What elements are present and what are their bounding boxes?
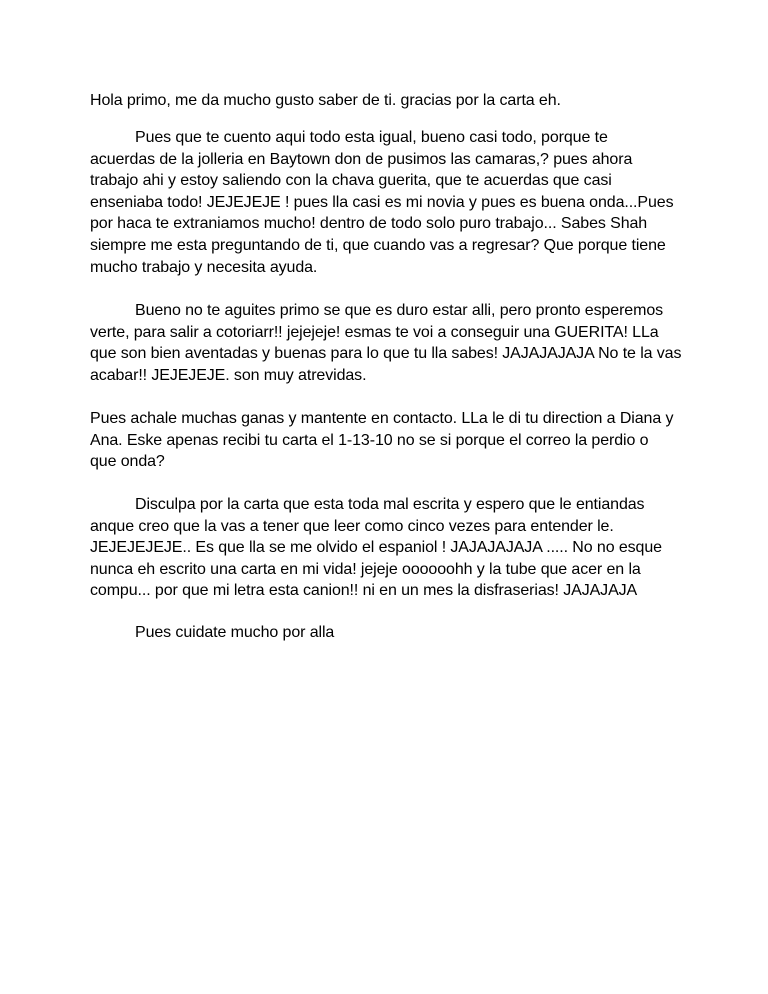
paragraph-line: siempre me esta preguntando de ti, que cuando vas a regresar? Que porque tiene — [90, 236, 666, 254]
paragraph-1 — [90, 127, 673, 278]
letter-greeting: Hola primo, me da mucho gusto saber de ti. gracias por la carta eh. — [90, 92, 561, 109]
letter-closing: Pues cuidate mucho por alla — [135, 624, 335, 641]
paragraph-line: Ana. Eske apenas recibi tu carta el 1-13-10 no se si porque el correo la perdio o — [90, 431, 649, 449]
paragraph-4 — [90, 494, 662, 602]
paragraph-line: Bueno no te aguites primo se que es duro estar alli, pero pronto esperemos — [135, 302, 664, 319]
paragraph-3 — [90, 408, 673, 473]
paragraph-line: nunca eh escrito una carta en mi vida! jejeje oooooohh y la tube que acer en la — [90, 560, 641, 578]
paragraph-line: compu... por que mi letra esta canion!! ni en un mes la disfraserias! JAJAJAJA — [90, 582, 638, 600]
paragraph-line: anque creo que la vas a tener que leer como cinco vezes para entender le. — [90, 517, 614, 535]
paragraph-line: enseniaba todo! JEJEJEJE ! pues lla casi es mi novia y pues es buena onda...Pues — [90, 193, 674, 211]
paragraph-line: que onda? — [90, 453, 165, 471]
paragraph-line: acabar!! JEJEJEJE. son muy atrevidas. — [90, 366, 367, 384]
paragraph-line: por haca te extraniamos mucho! dentro de todo solo puro trabajo... Sabes Shah — [90, 215, 648, 233]
paragraph-line: JEJEJEJEJE.. Es que lla se me olvido el espaniol ! JAJAJAJAJA ..... No no esque — [90, 539, 662, 557]
paragraph-line: verte, para salir a cotoriarr!! jejejeje! esmas te voi a conseguir una GUERITA! LLa — [90, 323, 659, 341]
paragraph-line: Pues que te cuento aqui todo esta igual, bueno casi todo, porque te — [135, 129, 608, 146]
paragraph-2 — [90, 300, 681, 386]
paragraph-line: acuerdas de la jolleria en Baytown don de pusimos las camaras,? pues ahora — [90, 150, 633, 168]
paragraph-line: Disculpa por la carta que esta toda mal escrita y espero que le entiandas — [135, 496, 645, 513]
paragraph-line: trabajo ahi y estoy saliendo con la chava guerita, que te acuerdas que casi — [90, 172, 612, 190]
paragraph-line: Pues achale muchas ganas y mantente en contacto. LLa le di tu direction a Diana y — [90, 410, 674, 427]
paragraph-line: mucho trabajo y necesita ayuda. — [90, 258, 318, 276]
paragraph-line: que son bien aventadas y buenas para lo que tu lla sabes! JAJAJAJAJA No te la vas — [90, 345, 682, 363]
